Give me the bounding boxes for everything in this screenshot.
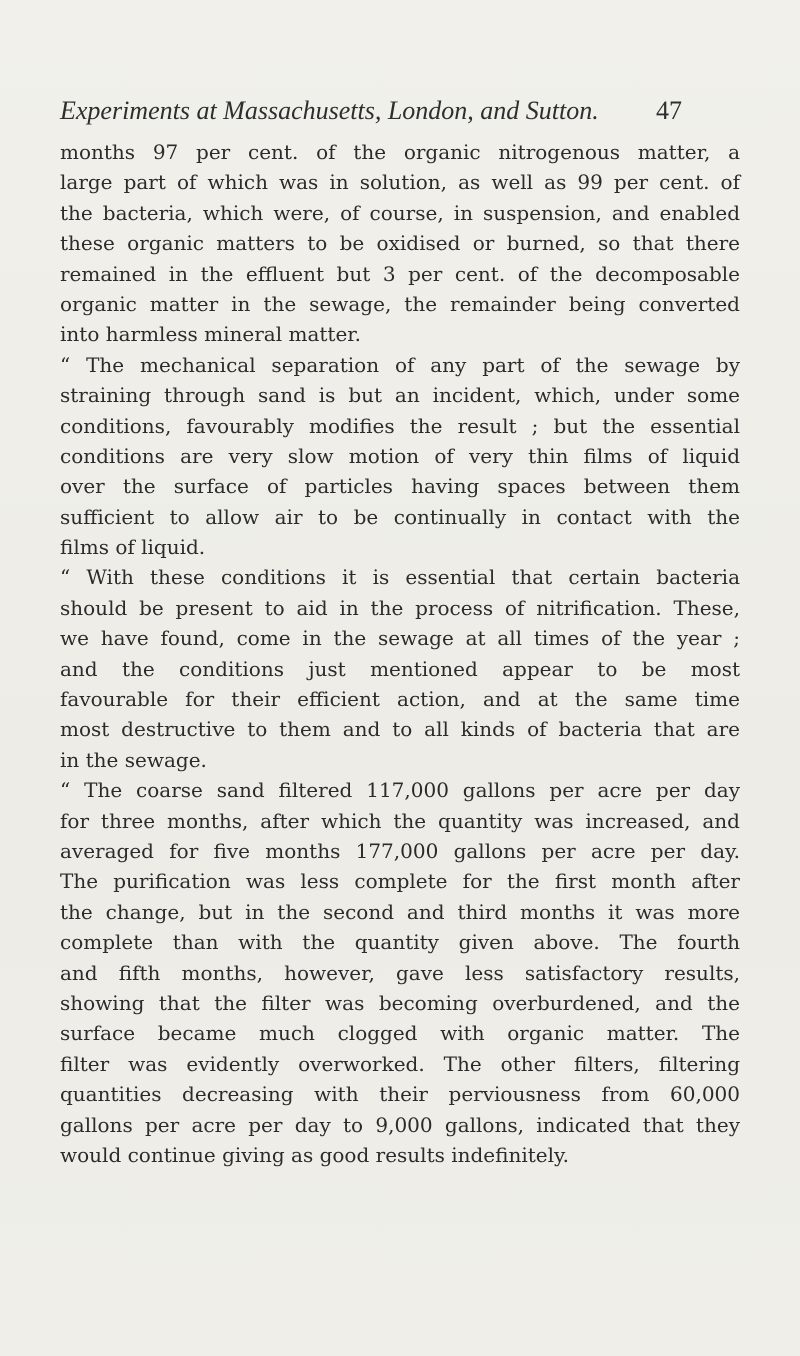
text-line: straining through sand is but an incident, which, under some [60, 383, 740, 408]
text-line: averaged for five months 177,000 gallons per acre per day. [60, 838, 740, 863]
text-line: films of liquid. [60, 535, 206, 560]
text-line: into harmless mineral matter. [60, 322, 361, 347]
text-line: gallons per acre per day to 9,000 gallons, indicated that they [60, 1112, 740, 1137]
text-line: “ The mechanical separation of any part of the sewage by [60, 352, 740, 377]
text-line: organic matter in the sewage, the remainder being converted [60, 291, 740, 316]
text-line: should be present to aid in the process of nitrification. These, [60, 595, 740, 620]
running-head [60, 96, 740, 132]
text-line: large part of which was in solution, as well as 99 per cent. of [60, 170, 740, 195]
text-line: sufficient to allow air to be continually in contact with the [60, 504, 740, 529]
text-line: remained in the effluent but 3 per cent. of the decomposable [60, 261, 740, 286]
text-line: these organic matters to be oxidised or burned, so that there [60, 231, 740, 256]
text-line: filter was evidently overworked. The other filters, filtering [60, 1051, 740, 1076]
text-line: most destructive to them and to all kinds of bacteria that are [60, 717, 740, 742]
running-title: Experiments at Massachusetts, London, and Sutton. [60, 96, 599, 125]
body-text [60, 137, 740, 1170]
text-line: the change, but in the second and third months it was more [60, 899, 740, 924]
text-line: complete than with the quantity given above. The fourth [60, 930, 740, 955]
page-number: 47 [656, 96, 682, 125]
text-line: for three months, after which the quantity was increased, and [60, 808, 740, 833]
text-line: quantities decreasing with their perviousness from 60,000 [60, 1082, 740, 1107]
text-line: The purification was less complete for the first month after [60, 869, 740, 894]
text-line: months 97 per cent. of the organic nitrogenous matter, a [60, 140, 740, 164]
text-line: the bacteria, which were, of course, in suspension, and enabled [60, 200, 740, 225]
text-line: we have found, come in the sewage at all times of the year ; [60, 626, 740, 651]
text-line: conditions are very slow motion of very thin films of liquid [60, 443, 740, 468]
text-line: surface became much clogged with organic matter. The [60, 1021, 740, 1046]
text-line: conditions, favourably modifies the result ; but the essential [60, 413, 740, 438]
text-line: over the surface of particles having spaces between them [60, 474, 740, 499]
text-line: in the sewage. [60, 747, 207, 772]
text-line: favourable for their efficient action, and at the same time [60, 687, 740, 712]
text-line: and fifth months, however, gave less satisfactory results, [60, 960, 740, 985]
text-line: showing that the filter was becoming overburdened, and the [60, 990, 740, 1015]
text-line: would continue giving as good results indefinitely. [60, 1142, 570, 1167]
text-line: “ The coarse sand filtered 117,000 gallons per acre per day [60, 778, 740, 803]
text-line: and the conditions just mentioned appear to be most [60, 656, 740, 681]
text-line: “ With these conditions it is essential that certain bacteria [60, 565, 740, 590]
